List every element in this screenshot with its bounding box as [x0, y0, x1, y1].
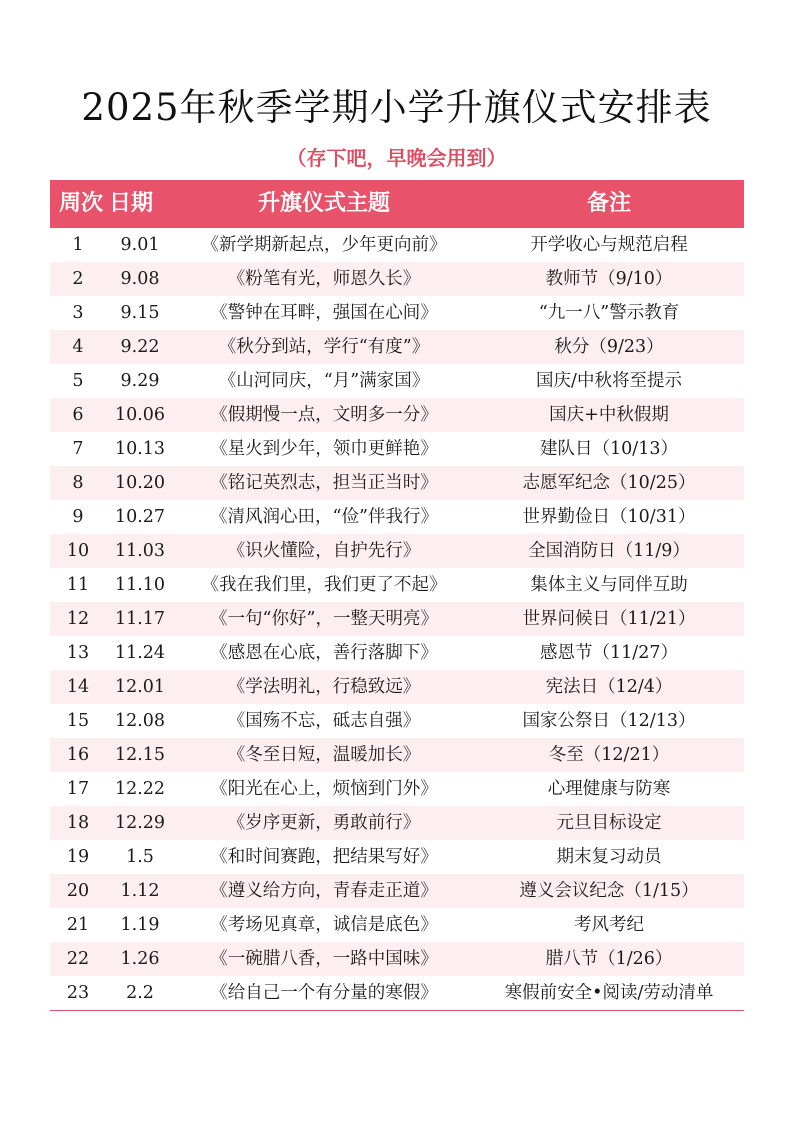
header-note: 备注 — [586, 191, 631, 216]
table-row — [50, 330, 744, 364]
cell-theme: 《秋分到站，学行“有度”》 — [218, 337, 430, 357]
cell-theme: 《识火懂险，自护先行》 — [227, 541, 421, 561]
cell-week: 8 — [72, 473, 84, 493]
cell-date: 9.29 — [120, 371, 160, 391]
cell-note: 国庆+中秋假期 — [549, 405, 669, 425]
table-header-row — [50, 180, 744, 228]
cell-theme: 《星火到少年，领巾更鲜艳》 — [210, 439, 438, 459]
cell-date: 2.2 — [126, 983, 154, 1003]
cell-date: 12.15 — [114, 745, 166, 765]
table-row — [50, 670, 744, 704]
cell-note: 集体主义与同伴互助 — [530, 575, 688, 595]
table-row — [50, 296, 744, 330]
header-date: 日期 — [109, 191, 154, 216]
cell-theme: 《山河同庆，“月”满家国》 — [218, 371, 430, 391]
table-row — [50, 704, 744, 738]
cell-date: 12.08 — [114, 711, 166, 731]
cell-theme: 《给自己一个有分量的寒假》 — [210, 983, 438, 1003]
table-row — [50, 364, 744, 398]
cell-theme: 《考场见真章，诚信是底色》 — [210, 915, 438, 935]
cell-week: 15 — [66, 711, 90, 731]
table-row — [50, 772, 744, 806]
cell-note: 冬至（12/21） — [548, 745, 670, 765]
cell-note: 国庆/中秋将至提示 — [536, 371, 682, 391]
cell-theme: 《粉笔有光，师恩久长》 — [227, 269, 421, 289]
cell-theme: 《一碗腊八香，一路中国味》 — [210, 949, 438, 969]
cell-date: 10.27 — [114, 507, 166, 527]
cell-note: 心理健康与防寒 — [547, 779, 671, 799]
cell-week: 4 — [72, 337, 84, 357]
cell-theme: 《假期慢一点，文明多一分》 — [210, 405, 438, 425]
cell-note: 国家公祭日（12/13） — [522, 711, 696, 731]
cell-note: 腊八节（1/26） — [545, 949, 673, 969]
cell-note: 全国消防日（11/9） — [528, 541, 690, 561]
table-row — [50, 432, 744, 466]
cell-theme: 《警钟在耳畔，强国在心间》 — [210, 303, 438, 323]
cell-note: 世界问候日（11/21） — [522, 609, 696, 629]
cell-theme: 《新学期新起点，少年更向前》 — [201, 235, 447, 255]
cell-date: 12.22 — [114, 779, 166, 799]
cell-date: 9.15 — [120, 303, 160, 323]
cell-note: 期末复习动员 — [556, 847, 662, 867]
table-row — [50, 262, 744, 296]
table-row — [50, 942, 744, 976]
cell-week: 9 — [72, 507, 84, 527]
cell-theme: 《感恩在心底，善行落脚下》 — [210, 643, 438, 663]
cell-week: 13 — [66, 643, 90, 663]
cell-theme: 《遵义给方向，青春走正道》 — [210, 881, 438, 901]
cell-week: 3 — [72, 303, 84, 323]
cell-week: 5 — [72, 371, 84, 391]
cell-week: 19 — [66, 847, 90, 867]
cell-note: 感恩节（11/27） — [540, 643, 678, 663]
page-subtitle: （存下吧，早晚会用到） — [286, 146, 507, 170]
cell-week: 6 — [72, 405, 84, 425]
header-week: 周次 — [58, 191, 103, 216]
cell-date: 10.06 — [114, 405, 166, 425]
cell-date: 1.12 — [120, 881, 160, 901]
cell-week: 22 — [66, 949, 90, 969]
table-row — [50, 534, 744, 568]
table-row — [50, 908, 744, 942]
cell-theme: 《岁序更新，勇敢前行》 — [227, 813, 421, 833]
table-row — [50, 738, 744, 772]
cell-week: 12 — [66, 609, 90, 629]
cell-week: 11 — [66, 575, 90, 595]
cell-date: 12.01 — [114, 677, 166, 697]
cell-date: 11.10 — [114, 575, 166, 595]
cell-theme: 《一句“你好”，一整天明亮》 — [210, 609, 438, 629]
table-row — [50, 500, 744, 534]
cell-theme: 《冬至日短，温暖加长》 — [227, 745, 421, 765]
page-title: 2025年秋季学期小学升旗仪式安排表 — [81, 86, 712, 129]
table-row — [50, 806, 744, 840]
cell-week: 7 — [72, 439, 84, 459]
table-row — [50, 840, 744, 874]
cell-date: 9.08 — [120, 269, 160, 289]
cell-week: 17 — [66, 779, 90, 799]
cell-date: 1.26 — [120, 949, 160, 969]
cell-note: 志愿军纪念（10/25） — [522, 473, 696, 493]
cell-note: 考风考纪 — [574, 915, 644, 935]
cell-date: 12.29 — [114, 813, 166, 833]
cell-note: 世界勤俭日（10/31） — [522, 507, 696, 527]
cell-date: 9.01 — [120, 235, 160, 255]
cell-date: 9.22 — [120, 337, 160, 357]
table-row — [50, 466, 744, 500]
cell-note: 教师节（9/10） — [545, 269, 673, 289]
cell-week: 1 — [72, 235, 84, 255]
header-theme: 升旗仪式主题 — [257, 191, 390, 216]
cell-theme: 《清风润心田，“俭”伴我行》 — [210, 507, 438, 527]
cell-note: 寒假前安全•阅读/劳动清单 — [504, 983, 714, 1003]
cell-note: 宪法日（12/4） — [545, 677, 673, 697]
table-row — [50, 398, 744, 432]
cell-date: 11.24 — [114, 643, 166, 663]
cell-note: 秋分（9/23） — [554, 337, 664, 357]
cell-week: 23 — [66, 983, 90, 1003]
cell-week: 16 — [66, 745, 90, 765]
cell-note: 元旦目标设定 — [556, 813, 662, 833]
table-body — [50, 228, 744, 1010]
table-row — [50, 568, 744, 602]
table-row — [50, 602, 744, 636]
table-row — [50, 976, 744, 1010]
cell-week: 2 — [72, 269, 84, 289]
cell-note: 建队日（10/13） — [540, 439, 678, 459]
cell-date: 1.5 — [126, 847, 154, 867]
cell-week: 20 — [66, 881, 90, 901]
cell-theme: 《和时间赛跑，把结果写好》 — [210, 847, 438, 867]
cell-theme: 《铭记英烈志，担当正当时》 — [210, 473, 438, 493]
schedule-table — [50, 180, 744, 1011]
cell-date: 10.20 — [114, 473, 166, 493]
cell-note: 遵义会议纪念（1/15） — [519, 881, 699, 901]
cell-week: 10 — [66, 541, 90, 561]
cell-date: 11.03 — [114, 541, 166, 561]
cell-note: 开学收心与规范启程 — [530, 235, 688, 255]
table-row — [50, 228, 744, 262]
cell-date: 10.13 — [114, 439, 166, 459]
cell-date: 1.19 — [120, 915, 160, 935]
cell-theme: 《国殇不忘，砥志自强》 — [227, 711, 421, 731]
cell-theme: 《学法明礼，行稳致远》 — [227, 677, 421, 697]
cell-theme: 《阳光在心上，烦恼到门外》 — [210, 779, 438, 799]
table-row — [50, 636, 744, 670]
cell-week: 18 — [66, 813, 90, 833]
cell-theme: 《我在我们里，我们更了不起》 — [201, 575, 447, 595]
table-row — [50, 874, 744, 908]
cell-week: 21 — [66, 915, 90, 935]
cell-week: 14 — [66, 677, 90, 697]
cell-date: 11.17 — [114, 609, 166, 629]
cell-note: “九一八”警示教育 — [538, 303, 680, 323]
